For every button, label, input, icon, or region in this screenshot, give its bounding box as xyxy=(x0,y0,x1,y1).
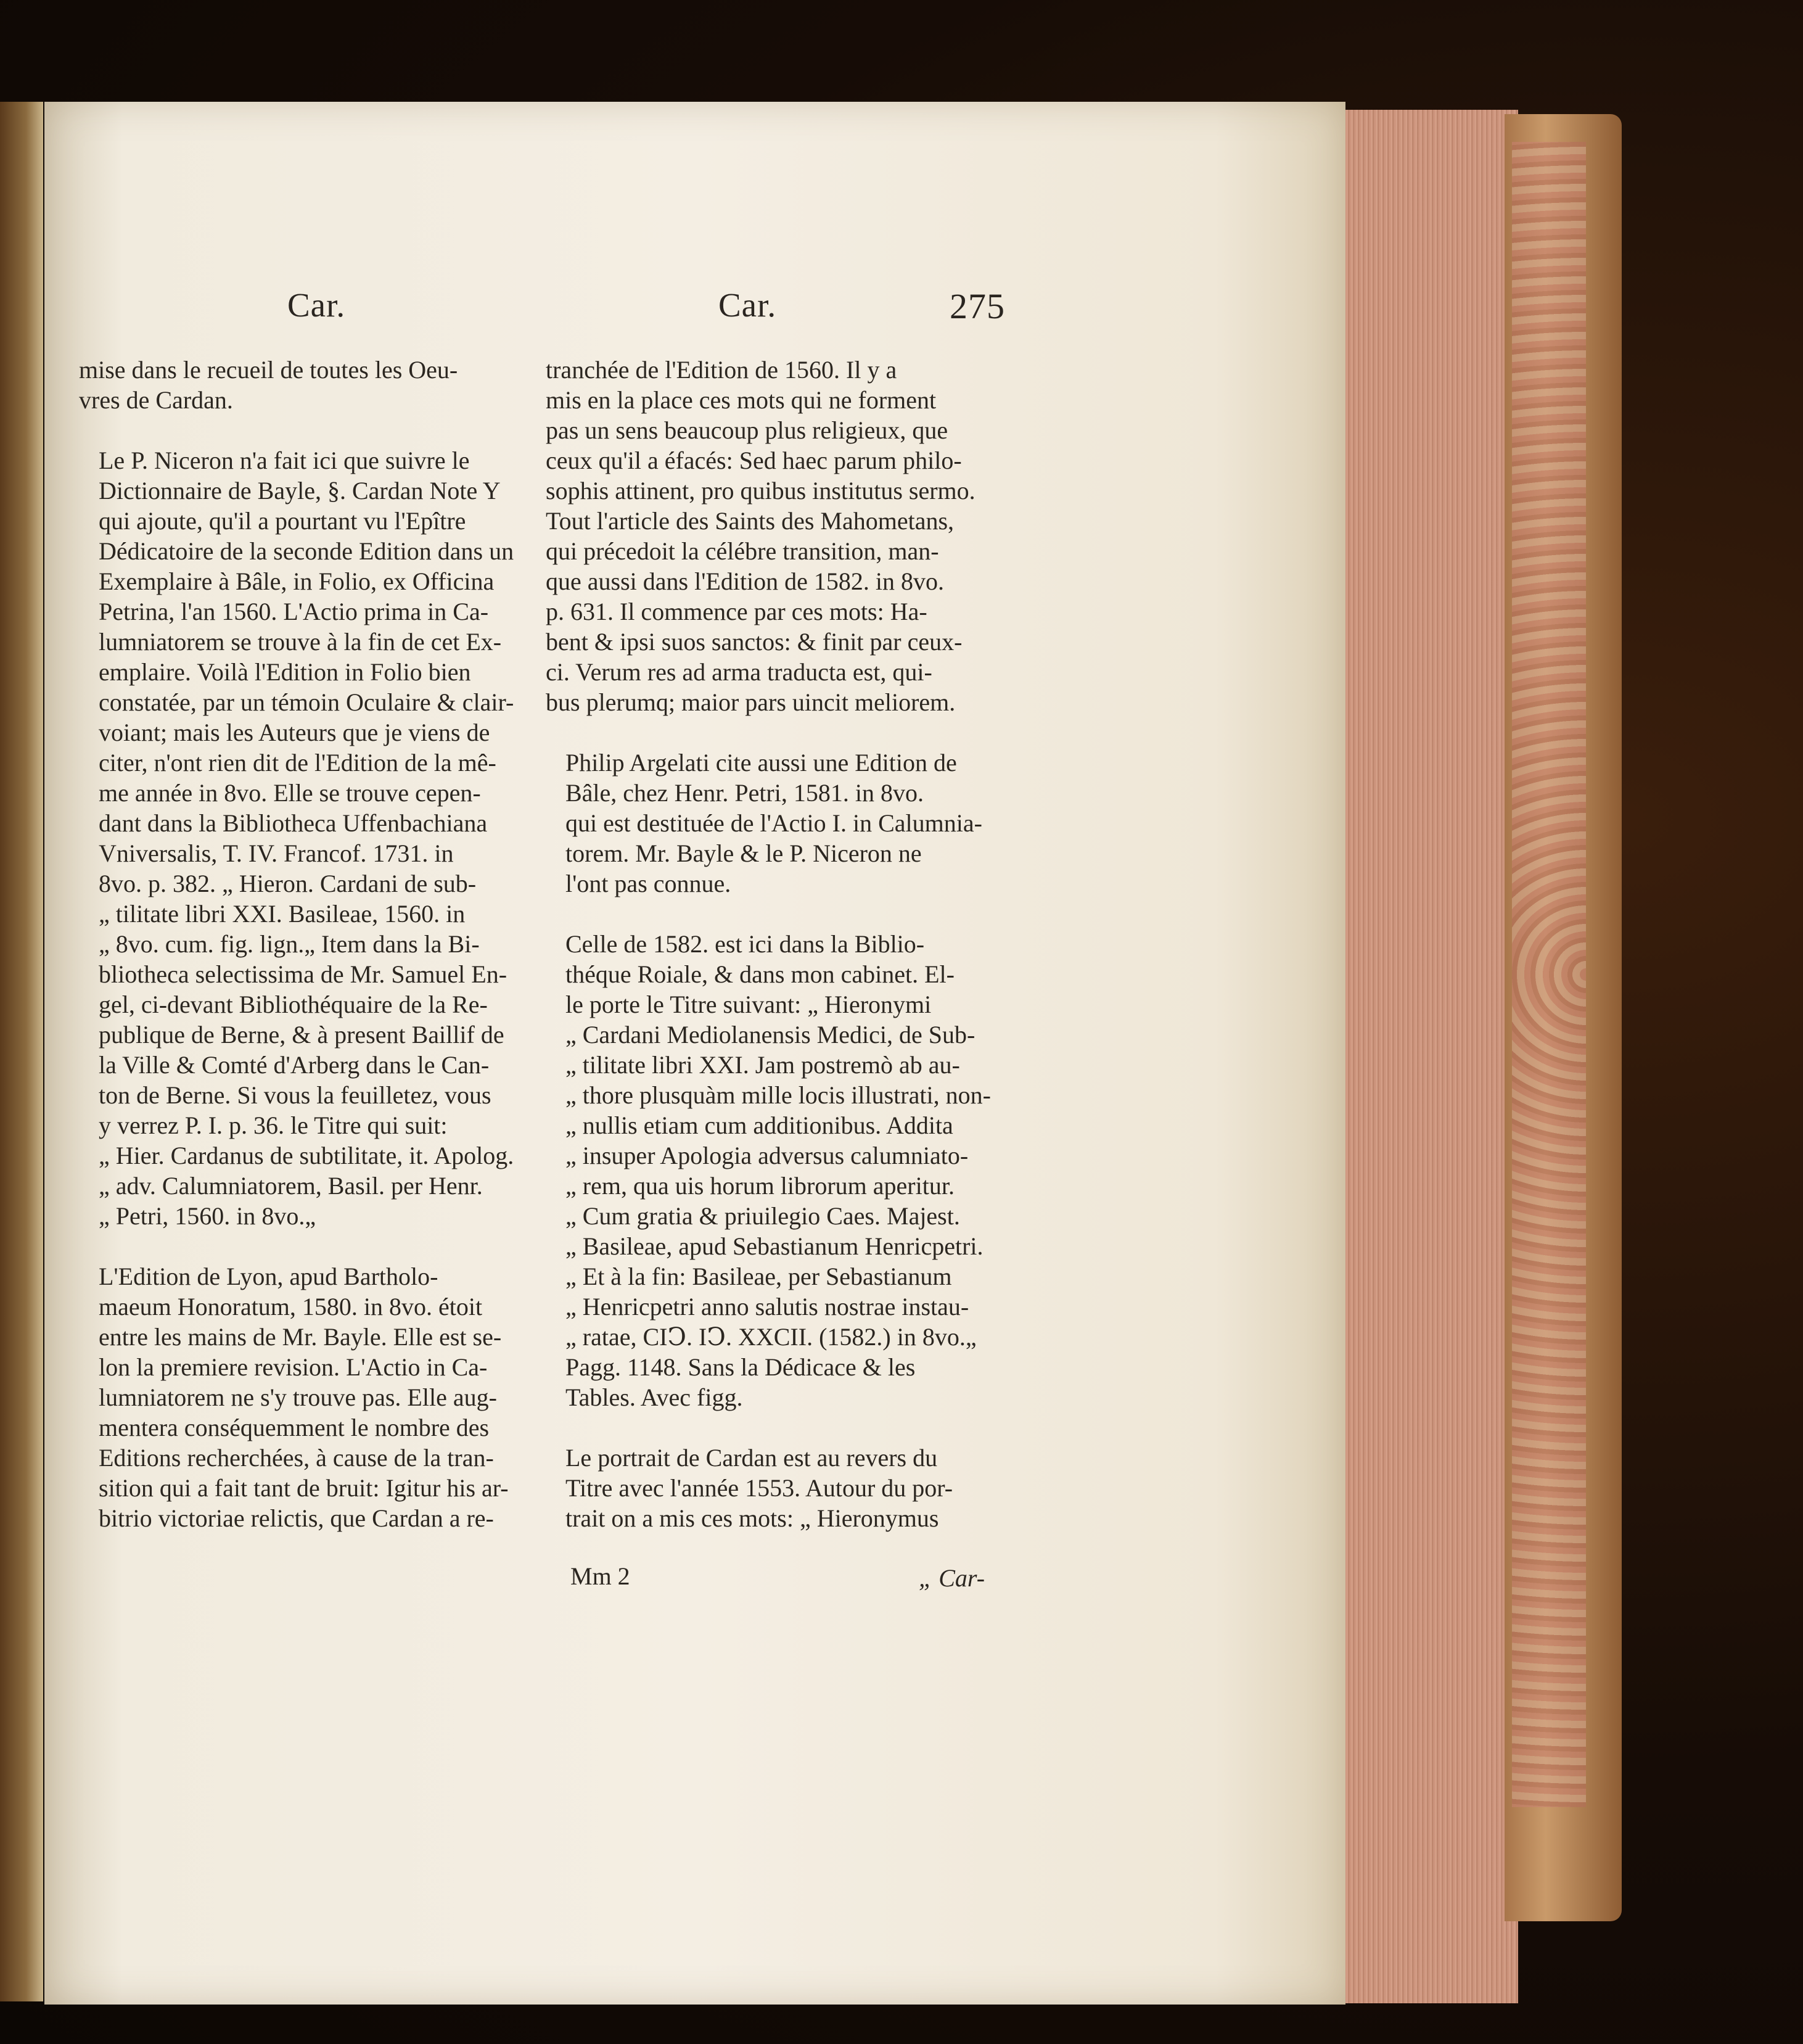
text-line: qui précedoit la célébre transition, man- xyxy=(546,537,939,565)
text-line: tranchée de l'Edition de 1560. Il y a xyxy=(546,356,897,384)
text-line: maeum Honoratum, 1580. in 8vo. étoit xyxy=(99,1293,483,1321)
text-line: „ Petri, 1560. in 8vo.„ xyxy=(99,1202,316,1230)
text-line: gel, ci-devant Bibliothéquaire de la Re- xyxy=(99,991,488,1018)
paragraph xyxy=(79,445,518,1231)
text-line: Le portrait de Cardan est au revers du xyxy=(565,1444,938,1472)
text-line: dant dans la Bibliotheca Uffenbachiana xyxy=(99,809,488,837)
text-line: Pagg. 1148. Sans la Dédicace & les xyxy=(565,1353,916,1381)
text-line: „ ratae, CIↃ. IↃ. XXCII. (1582.) in 8vo.„ xyxy=(565,1323,977,1351)
text-line: emplaire. Voilà l'Edition in Folio bien xyxy=(99,658,471,686)
text-line: Exemplaire à Bâle, in Folio, ex Officina xyxy=(99,567,495,595)
text-line: „ Cum gratia & priuilegio Caes. Majest. xyxy=(565,1202,960,1230)
paragraph xyxy=(546,748,1003,899)
previous-page-edge xyxy=(0,102,43,2001)
text-line: bus plerumq; maior pars uincit meliorem. xyxy=(546,688,956,716)
text-line: me année in 8vo. Elle se trouve cepen- xyxy=(99,779,481,807)
text-line: Philip Argelati cite aussi une Edition de xyxy=(565,749,957,777)
text-line: vres de Cardan. xyxy=(79,386,233,414)
text-line: „ thore plusquàm mille locis illustrati, non- xyxy=(565,1081,991,1109)
page-number: 275 xyxy=(950,286,1005,326)
text-line: Celle de 1582. est ici dans la Biblio- xyxy=(565,930,925,958)
paragraph xyxy=(546,1443,1003,1533)
text-line: „ 8vo. cum. fig. lign.„ Item dans la Bi- xyxy=(99,930,480,958)
text-line: ton de Berne. Si vous la feuilletez, vous xyxy=(99,1081,491,1109)
right-column xyxy=(546,355,1003,1533)
text-line: „ nullis etiam cum additionibus. Addita xyxy=(565,1111,953,1139)
paragraph xyxy=(79,1261,518,1533)
text-line: „ adv. Calumniatorem, Basil. per Henr. xyxy=(99,1172,483,1200)
text-line: sition qui a fait tant de bruit: Igitur his ar- xyxy=(99,1474,509,1502)
text-line: l'ont pas connue. xyxy=(565,870,731,897)
text-line: bliotheca selectissima de Mr. Samuel En- xyxy=(99,960,507,988)
text-line: Titre avec l'année 1553. Autour du por- xyxy=(565,1474,953,1502)
text-line: lumniatorem se trouve à la fin de cet Ex- xyxy=(99,628,502,656)
text-line: Dictionnaire de Bayle, §. Cardan Note Y xyxy=(99,477,501,505)
text-line: ceux qu'il a éfacés: Sed haec parum philo- xyxy=(546,447,962,474)
signature-mark: Mm 2 xyxy=(570,1562,630,1590)
text-line: torem. Mr. Bayle & le P. Niceron ne xyxy=(565,839,922,867)
text-line: 8vo. p. 382. „ Hieron. Cardani de sub- xyxy=(99,870,477,897)
text-line: sophis attinent, pro quibus institutus sermo. xyxy=(546,477,975,505)
running-head-center: Car. xyxy=(718,286,777,324)
paragraph xyxy=(546,929,1003,1412)
text-line: le porte le Titre suivant: „ Hieronymi xyxy=(565,991,932,1018)
text-line: „ Hier. Cardanus de subtilitate, it. Apolog. xyxy=(99,1142,514,1169)
text-line: publique de Berne, & à present Baillif de xyxy=(99,1021,504,1049)
catchword: „ Car- xyxy=(919,1564,985,1592)
text-line: que aussi dans l'Edition de 1582. in 8vo. xyxy=(546,567,945,595)
text-line: ci. Verum res ad arma traducta est, qui- xyxy=(546,658,932,686)
page-fore-edge xyxy=(1345,110,1518,2003)
text-line: entre les mains de Mr. Bayle. Elle est se- xyxy=(99,1323,502,1351)
text-line: „ Et à la fin: Basileae, per Sebastianum xyxy=(565,1263,952,1290)
text-line: „ tilitate libri XXI. Basileae, 1560. in xyxy=(99,900,466,928)
text-line: citer, n'ont rien dit de l'Edition de la mê- xyxy=(99,749,496,777)
text-line: bent & ipsi suos sanctos: & finit par ceux- xyxy=(546,628,963,656)
text-line: Vniversalis, T. IV. Francof. 1731. in xyxy=(99,839,454,867)
text-line: bitrio victoriae relictis, que Cardan a re- xyxy=(99,1504,494,1532)
text-line: Tables. Avec figg. xyxy=(565,1383,743,1411)
text-line: Dédicatoire de la seconde Edition dans un xyxy=(99,537,514,565)
text-line: Le P. Niceron n'a fait ici que suivre le xyxy=(99,447,470,474)
text-line: Editions recherchées, à cause de la tran- xyxy=(99,1444,494,1472)
text-line: „ Henricpetri anno salutis nostrae instau- xyxy=(565,1293,969,1321)
running-head-left: Car. xyxy=(287,286,346,324)
text-line: „ insuper Apologia adversus calumniato- xyxy=(565,1142,969,1169)
text-line: mentera conséquemment le nombre des xyxy=(99,1414,490,1441)
text-line: „ tilitate libri XXI. Jam postremò ab au- xyxy=(565,1051,960,1079)
text-line: qui est destituée de l'Actio I. in Calumnia- xyxy=(565,809,982,837)
text-line: constatée, par un témoin Oculaire & clair- xyxy=(99,688,514,716)
text-line: mis en la place ces mots qui ne forment xyxy=(546,386,937,414)
text-line: voiant; mais les Auteurs que je viens de xyxy=(99,719,490,746)
text-line: L'Edition de Lyon, apud Bartholo- xyxy=(99,1263,438,1290)
text-line: Petrina, l'an 1560. L'Actio prima in Ca- xyxy=(99,598,489,625)
text-line: y verrez P. I. p. 36. le Titre qui suit: xyxy=(99,1111,448,1139)
text-line: pas un sens beaucoup plus religieux, que xyxy=(546,416,948,444)
text-line: trait on a mis ces mots: „ Hieronymus xyxy=(565,1504,939,1532)
text-line: „ Basileae, apud Sebastianum Henricpetri. xyxy=(565,1232,984,1260)
text-line: Bâle, chez Henr. Petri, 1581. in 8vo. xyxy=(565,779,924,807)
text-line: lon la premiere revision. L'Actio in Ca- xyxy=(99,1353,488,1381)
text-line: p. 631. Il commence par ces mots: Ha- xyxy=(546,598,927,625)
text-line: mise dans le recueil de toutes les Oeu- xyxy=(79,356,458,384)
paragraph xyxy=(546,355,1003,717)
text-line: qui ajoute, qu'il a pourtant vu l'Epître xyxy=(99,507,466,535)
text-line: „ rem, qua uis horum librorum aperitur. xyxy=(565,1172,955,1200)
text-line: „ Cardani Mediolanensis Medici, de Sub- xyxy=(565,1021,975,1049)
text-line: la Ville & Comté d'Arberg dans le Can- xyxy=(99,1051,490,1079)
text-line: théque Roiale, & dans mon cabinet. El- xyxy=(565,960,955,988)
text-line: Tout l'article des Saints des Mahometans, xyxy=(546,507,955,535)
text-line: lumniatorem ne s'y trouve pas. Elle aug- xyxy=(99,1383,497,1411)
paragraph xyxy=(79,355,518,415)
marbled-edge xyxy=(1512,142,1586,1807)
left-column xyxy=(79,355,518,1533)
